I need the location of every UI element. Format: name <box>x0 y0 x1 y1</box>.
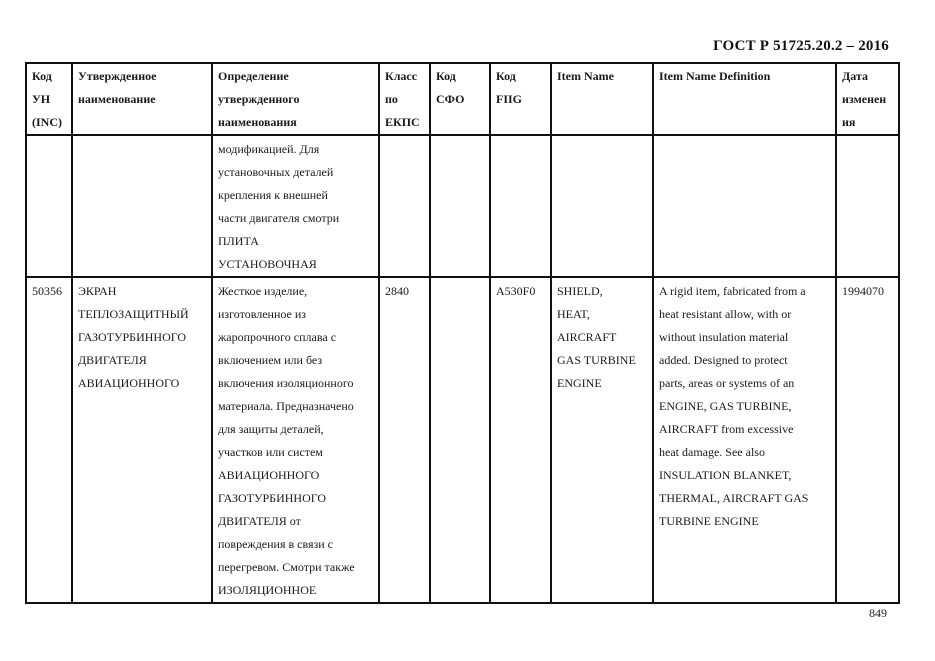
cell-text-line: включения изоляционного <box>218 376 354 390</box>
catalog-table <box>25 62 900 604</box>
cell-text-line: ДВИГАТЕЛЯ <box>78 353 147 367</box>
header-line: Item Name Definition <box>659 69 771 83</box>
cell-text-line: without insulation material <box>659 330 789 344</box>
header-line: УН <box>32 92 51 106</box>
cell-text-line: жаропрочного сплава с <box>218 330 337 344</box>
header-line: Код <box>496 69 516 83</box>
cell-text-line: ПЛИТА <box>218 234 259 248</box>
header-line: утвержденного <box>218 92 300 106</box>
cell-text-line: 2840 <box>385 284 409 298</box>
header-line: ЕКПС <box>385 115 420 129</box>
cell-text-line: ДВИГАТЕЛЯ от <box>218 514 301 528</box>
header-line: Утвержденное <box>78 69 157 83</box>
cell-text-line: части двигателя смотри <box>218 211 340 225</box>
column-header-definition-ru <box>212 63 379 135</box>
cell-text-line: added. Designed to protect <box>659 353 788 367</box>
cell-text-line: изготовленное из <box>218 307 307 321</box>
column-header-approved-name <box>72 63 212 135</box>
cell-text-line: установочных деталей <box>218 165 334 179</box>
header-line: Определение <box>218 69 289 83</box>
table-row <box>26 135 899 277</box>
cell-text-line: ГАЗОТУРБИННОГО <box>78 330 187 344</box>
cell-text-line: AIRCRAFT <box>557 330 617 344</box>
cell-ekps-class <box>379 277 430 603</box>
cell-text-line: ГАЗОТУРБИННОГО <box>218 491 327 505</box>
cell-text-line: ИЗОЛЯЦИОННОЕ <box>218 583 317 597</box>
cell-text-line: материала. Предназначено <box>218 399 354 413</box>
cell-text-line: GAS TURBINE <box>557 353 636 367</box>
column-header-sfo-code <box>430 63 490 135</box>
table-header-row <box>26 63 899 135</box>
page-number: 849 <box>869 606 887 620</box>
header-line: Код <box>32 69 52 83</box>
cell-text-line: ENGINE <box>557 376 602 390</box>
cell-text-line: ТЕПЛОЗАЩИТНЫЙ <box>78 307 189 321</box>
cell-change-date <box>836 135 899 277</box>
header-line: Код <box>436 69 456 83</box>
header-line: СФО <box>436 92 465 106</box>
cell-inc <box>26 135 72 277</box>
cell-text-line: для защиты деталей, <box>218 422 324 436</box>
cell-definition-ru <box>212 277 379 603</box>
header-line: FIIG <box>496 92 523 106</box>
cell-text-line: parts, areas or systems of an <box>659 376 795 390</box>
cell-text-line: ENGINE, GAS TURBINE, <box>659 399 792 413</box>
header-line: Item Name <box>557 69 614 83</box>
cell-text-line: A rigid item, fabricated from a <box>659 284 806 298</box>
cell-text-line: АВИАЦИОННОГО <box>78 376 180 390</box>
cell-text-line: HEAT, <box>557 307 590 321</box>
cell-text-line: ЭКРАН <box>78 284 117 298</box>
cell-text-line: включением или без <box>218 353 323 367</box>
cell-text-line: AIRCRAFT from excessive <box>659 422 794 436</box>
column-header-ekps-class <box>379 63 430 135</box>
cell-item-name <box>551 135 653 277</box>
cell-text-line: THERMAL, AIRCRAFT GAS <box>659 491 809 505</box>
cell-text-line: УСТАНОВОЧНАЯ <box>218 257 317 271</box>
standard-id-header: ГОСТ Р 51725.20.2 – 2016 <box>713 38 889 54</box>
cell-text-line: INSULATION BLANKET, <box>659 468 792 482</box>
cell-change-date <box>836 277 899 603</box>
cell-text-line: перегревом. Смотри также <box>218 560 355 574</box>
cell-sfo-code <box>430 277 490 603</box>
column-header-inc <box>26 63 72 135</box>
cell-text-line: участков или систем <box>218 445 323 459</box>
header-line: наименования <box>218 115 297 129</box>
cell-item-name-definition <box>653 135 836 277</box>
header-line: Класс <box>385 69 418 83</box>
cell-inc <box>26 277 72 603</box>
cell-item-name-definition <box>653 277 836 603</box>
cell-ekps-class <box>379 135 430 277</box>
column-header-item-name <box>551 63 653 135</box>
cell-text-line: Жесткое изделие, <box>218 284 308 298</box>
cell-text-line: АВИАЦИОННОГО <box>218 468 320 482</box>
header-line: наименование <box>78 92 156 106</box>
cell-text-line: heat resistant allow, with or <box>659 307 792 321</box>
cell-approved-name <box>72 277 212 603</box>
cell-text-line: 50356 <box>32 284 62 298</box>
cell-text-line: heat damage. See also <box>659 445 765 459</box>
cell-sfo-code <box>430 135 490 277</box>
header-line: (INC) <box>32 115 62 129</box>
header-line: изменен <box>842 92 887 106</box>
cell-fiig-code <box>490 277 551 603</box>
column-header-change-date <box>836 63 899 135</box>
cell-approved-name <box>72 135 212 277</box>
cell-text-line: модификацией. Для <box>218 142 320 156</box>
cell-fiig-code <box>490 135 551 277</box>
table-body <box>26 135 899 603</box>
header-line: по <box>385 92 398 106</box>
cell-text-line: A530F0 <box>496 284 536 298</box>
header-line: ия <box>842 115 856 129</box>
cell-text-line: TURBINE ENGINE <box>659 514 759 528</box>
cell-item-name <box>551 277 653 603</box>
cell-text-line: повреждения в связи с <box>218 537 334 551</box>
header-line: Дата <box>842 69 868 83</box>
cell-text-line: крепления к внешней <box>218 188 328 202</box>
table-row <box>26 277 899 603</box>
cell-text-line: 1994070 <box>842 284 884 298</box>
cell-definition-ru <box>212 135 379 277</box>
cell-text-line: SHIELD, <box>557 284 603 298</box>
column-header-item-name-definition <box>653 63 836 135</box>
column-header-fiig-code <box>490 63 551 135</box>
